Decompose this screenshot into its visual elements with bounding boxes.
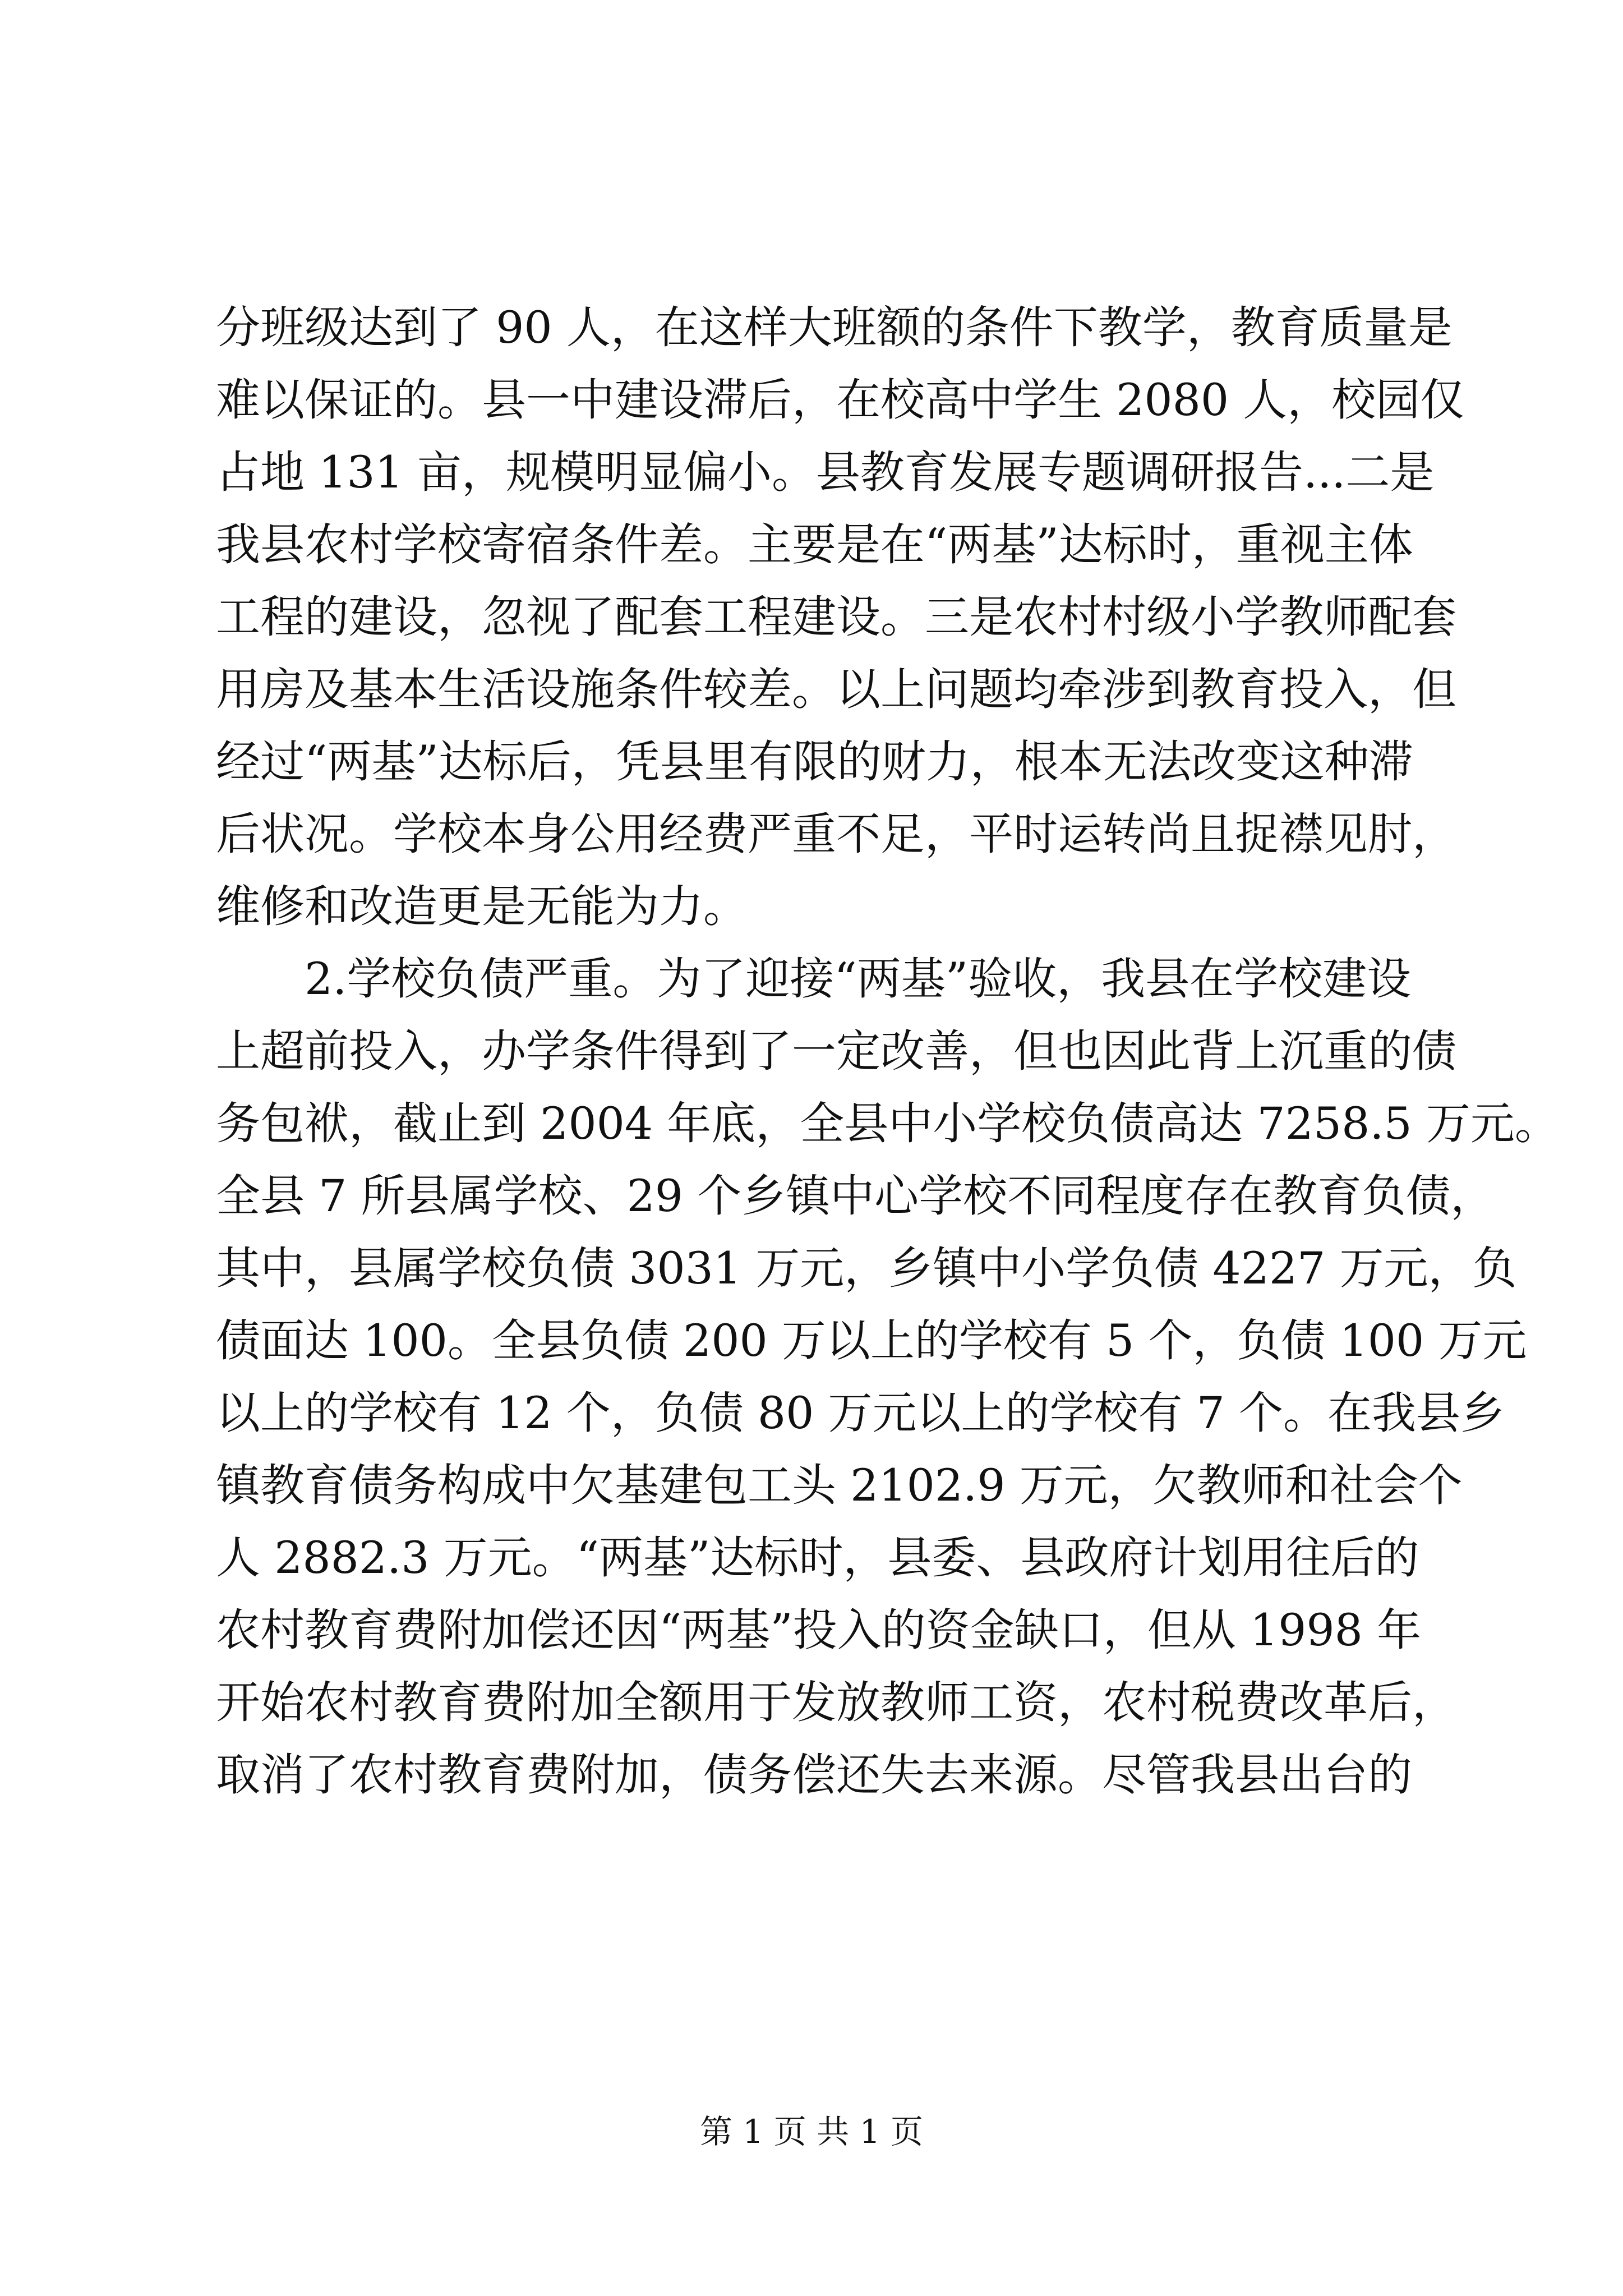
text-line: 维修和改造更是无能为力。 [216, 881, 748, 932]
text-line: 开始农村教育费附加全额用于发放教师工资，农村税费改革后， [216, 1677, 1456, 1728]
text-line: 农村教育费附加偿还因“两基”投入的资金缺口，但从 1998 年 [216, 1604, 1422, 1656]
text-line: 占地 131 亩，规模明显偏小。县教育发展专题调研报告...二是 [216, 447, 1435, 498]
text-line: 务包袱，截止到 2004 年底，全县中小学校负债高达 7258.5 万元。 [216, 1098, 1559, 1149]
text-line: 我县农村学校寄宿条件差。主要是在“两基”达标时，重视主体 [216, 519, 1413, 570]
text-line: 人 2882.3 万元。“两基”达标时，县委、县政府计划用往后的 [216, 1532, 1419, 1584]
text-line: 全县 7 所县属学校、29 个乡镇中心学校不同程度存在教育负债， [216, 1170, 1495, 1222]
text-line: 后状况。学校本身公用经费严重不足，平时运转尚且捉襟见肘， [216, 808, 1456, 860]
text-line: 经过“两基”达标后，凭县里有限的财力，根本无法改变这种滞 [216, 736, 1413, 788]
body-text [216, 292, 1559, 1811]
text-line: 用房及基本生活设施条件较差。以上问题均牵涉到教育投入，但 [216, 664, 1456, 715]
text-line: 取消了农村教育费附加，债务偿还失去来源。尽管我县出台的 [216, 1749, 1412, 1801]
text-line: 分班级达到了 90 人，在这样大班额的条件下教学，教育质量是 [216, 302, 1453, 353]
page-number-label: 第 1 页 共 1 页 [700, 2113, 923, 2151]
page-footer [0, 2112, 1623, 2151]
text-line: 2.学校负债严重。为了迎接“两基”验收，我县在学校建设 [216, 953, 1412, 1005]
text-line: 债面达 100。全县负债 200 万以上的学校有 5 个，负债 100 万元 [216, 1315, 1527, 1366]
text-line: 工程的建设，忽视了配套工程建设。三是农村村级小学教师配套 [216, 591, 1456, 643]
text-line: 其中，县属学校负债 3031 万元，乡镇中小学负债 4227 万元，负 [216, 1243, 1517, 1294]
text-line: 难以保证的。县一中建设滞后，在校高中学生 2080 人，校园仅 [216, 374, 1465, 426]
text-line: 上超前投入，办学条件得到了一定改善，但也因此背上沉重的债 [216, 1025, 1456, 1077]
text-line: 以上的学校有 12 个，负债 80 万元以上的学校有 7 个。在我县乡 [216, 1387, 1505, 1439]
text-line: 镇教育债务构成中欠基建包工头 2102.9 万元，欠教师和社会个 [216, 1460, 1463, 1511]
